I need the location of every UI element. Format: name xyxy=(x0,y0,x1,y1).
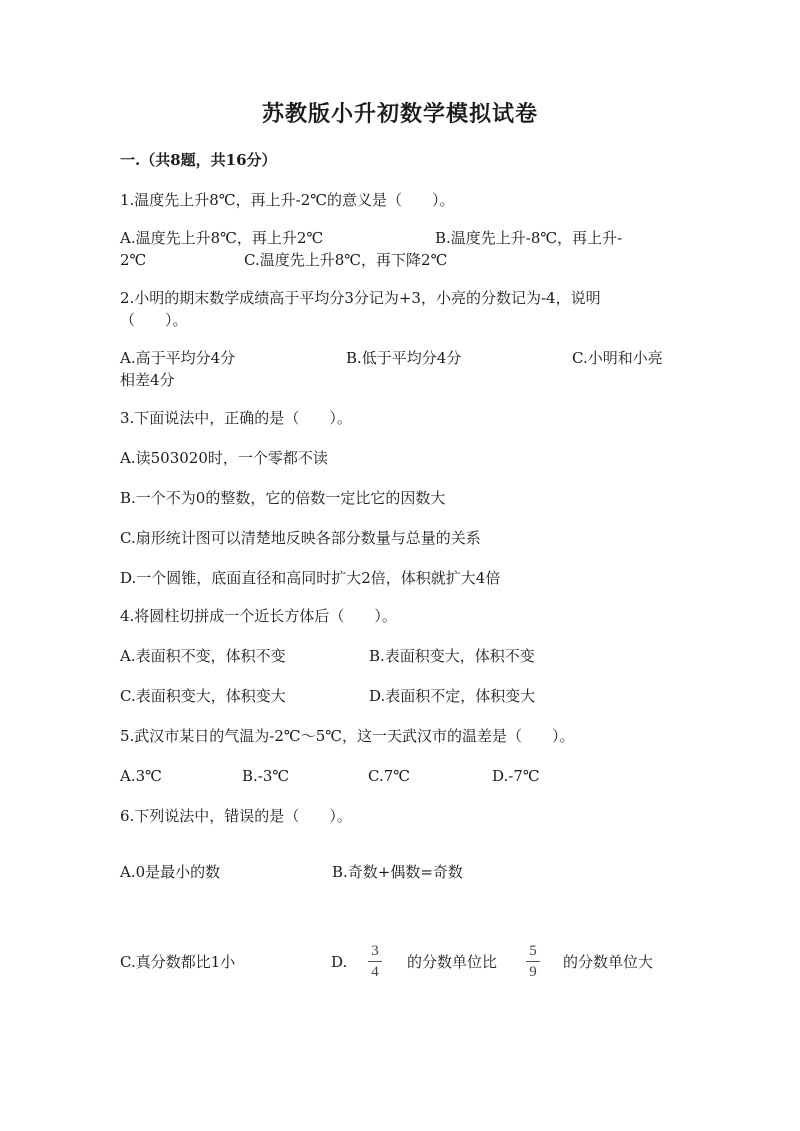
question-5-option-d: D.-7℃ xyxy=(492,767,540,785)
question-6-option-d-end-text: 的分数单位大 xyxy=(563,953,654,971)
question-1-option-a: A.温度先上升8℃，再上升2℃ xyxy=(120,229,324,247)
question-3-option-b: B.一个不为0的整数，它的倍数一定比它的因数大 xyxy=(120,489,446,507)
question-5-option-a: A.3℃ xyxy=(120,767,162,785)
question-2-stem-line2: （ ）。 xyxy=(120,311,188,329)
fraction-denominator: 4 xyxy=(371,964,379,980)
question-4-option-c: C.表面积变大，体积变大 xyxy=(120,687,286,705)
question-1-option-b-continued: 2℃ xyxy=(120,251,147,269)
question-4-stem: 4.将圆柱切拼成一个近长方体后（ ）。 xyxy=(120,607,397,625)
question-6-option-d-middle-text: 的分数单位比 xyxy=(407,953,498,971)
question-2-option-b: B.低于平均分4分 xyxy=(346,349,462,367)
question-3-option-a: A.读503020时，一个零都不读 xyxy=(120,449,328,467)
question-1-stem: 1.温度先上升8℃，再上升-2℃的意义是（ ）。 xyxy=(120,191,455,209)
question-5-option-c: C.7℃ xyxy=(368,767,411,785)
question-2-option-c-continued: 相差4分 xyxy=(120,371,175,389)
question-2-option-a: A.高于平均分4分 xyxy=(120,349,236,367)
question-1-option-c: C.温度先上升8℃，再下降2℃ xyxy=(244,251,448,269)
fraction-five-ninths xyxy=(523,943,543,980)
fraction-bar xyxy=(526,961,540,962)
fraction-three-quarters xyxy=(365,943,385,980)
question-5-option-b: B.-3℃ xyxy=(242,767,290,785)
fraction-bar xyxy=(368,961,382,962)
question-3-option-c: C.扇形统计图可以清楚地反映各部分数量与总量的关系 xyxy=(120,529,481,547)
question-6-option-c: C.真分数都比1小 xyxy=(120,953,236,971)
section-header: 一.（共8题，共16分） xyxy=(120,151,277,169)
question-4-option-a: A.表面积不变，体积不变 xyxy=(120,647,286,665)
question-3-option-d: D.一个圆锥，底面直径和高同时扩大2倍，体积就扩大4倍 xyxy=(120,569,501,587)
fraction-numerator: 5 xyxy=(529,943,537,959)
question-2-stem-line1: 2.小明的期末数学成绩高于平均分3分记为+3，小亮的分数记为-4，说明 xyxy=(120,289,601,307)
question-5-stem: 5.武汉市某日的气温为-2℃～5℃，这一天武汉市的温差是（ ）。 xyxy=(120,727,575,745)
question-3-stem: 3.下面说法中，正确的是（ ）。 xyxy=(120,409,352,427)
exam-title: 苏教版小升初数学模拟试卷 xyxy=(261,101,538,127)
fraction-denominator: 9 xyxy=(529,964,537,980)
question-4-option-d: D.表面积不定，体积变大 xyxy=(369,687,536,705)
question-6-stem: 6.下列说法中，错误的是（ ）。 xyxy=(120,807,352,825)
question-6-option-d-label: D. xyxy=(331,953,348,971)
question-6-option-a: A.0是最小的数 xyxy=(120,863,221,881)
question-6-option-b: B.奇数+偶数=奇数 xyxy=(332,863,463,881)
fraction-numerator: 3 xyxy=(371,943,379,959)
question-2-option-c: C.小明和小亮 xyxy=(572,349,663,367)
question-1-option-b: B.温度先上升-8℃，再上升- xyxy=(435,229,623,247)
question-4-option-b: B.表面积变大，体积不变 xyxy=(369,647,535,665)
